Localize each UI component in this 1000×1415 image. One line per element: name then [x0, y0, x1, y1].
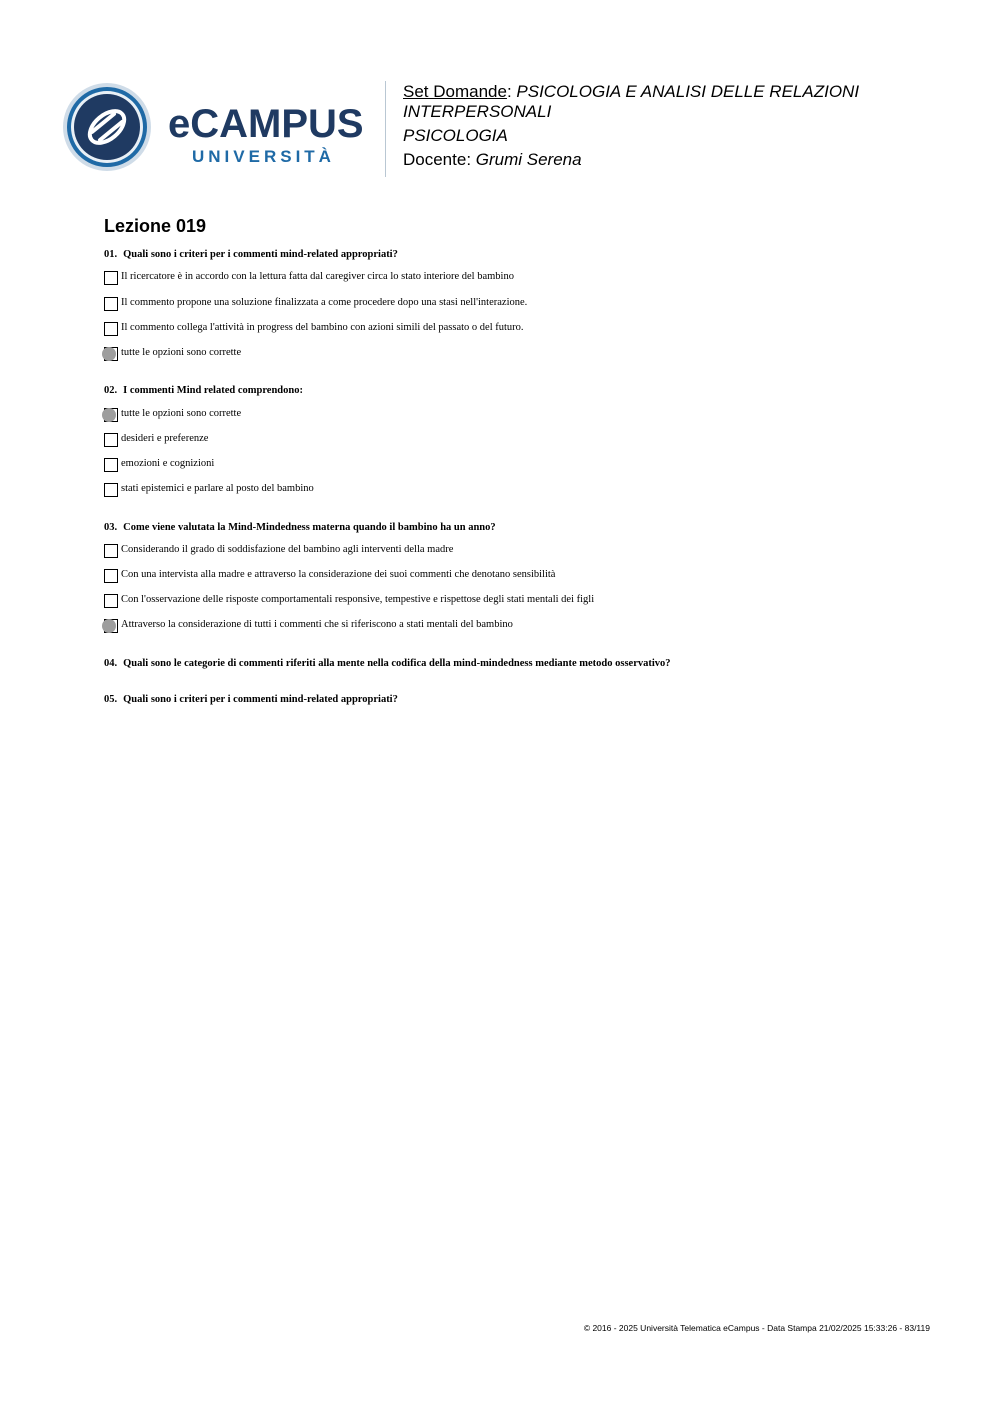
page-footer: © 2016 - 2025 Università Telematica eCampus - Data Stampa 21/02/2025 15:33:26 - 83/119 — [583, 1323, 930, 1333]
question-number: 02. — [104, 385, 118, 396]
answer-text: stati epistemici e parlare al posto del bambino — [121, 483, 314, 494]
logo-subtitle: UNIVERSITÀ — [192, 147, 335, 166]
subject: PSICOLOGIA — [403, 126, 508, 145]
question-04 — [104, 658, 944, 670]
teacher-name: Grumi Serena — [475, 150, 582, 169]
header-info — [403, 82, 963, 170]
answer-text: emozioni e cognizioni — [121, 458, 215, 469]
set-separator: : — [506, 82, 517, 101]
checkbox[interactable] — [104, 569, 118, 583]
checkbox[interactable] — [104, 433, 118, 447]
checkbox-marked[interactable] — [104, 408, 118, 422]
question-05 — [104, 694, 944, 706]
set-title-line1: PSICOLOGIA E ANALISI DELLE RELAZIONI — [516, 82, 860, 101]
logo-wordmark: eCAMPUS — [168, 102, 364, 146]
answer-text: Il commento propone una soluzione finalizzata a come procedere dopo una stasi nell'interazione. — [121, 297, 528, 308]
question-title — [104, 658, 944, 670]
ecampus-seal-icon — [62, 82, 152, 172]
question-02 — [104, 385, 944, 494]
checkbox[interactable] — [104, 458, 118, 472]
subject-line — [403, 126, 963, 146]
set-title-continuation — [403, 102, 963, 122]
set-title-line — [403, 82, 963, 102]
checkbox[interactable] — [104, 297, 118, 311]
answer-text: Con l'osservazione delle risposte comportamentali responsive, tempestive e rispettose degli stati mentali dei figli — [121, 594, 595, 605]
question-01 — [104, 249, 944, 358]
question-title — [104, 385, 944, 397]
teacher-line — [403, 150, 963, 170]
checkbox[interactable] — [104, 271, 118, 285]
question-03 — [104, 522, 944, 630]
question-title — [104, 522, 944, 534]
answer-text: Il commento collega l'attività in progress del bambino con azioni simili del passato o del futuro. — [121, 322, 524, 333]
answer-text: tutte le opzioni sono corrette — [121, 347, 242, 358]
ecampus-logo — [62, 82, 372, 174]
question-text: I commenti Mind related comprendono: — [123, 385, 303, 396]
question-text: Come viene valutata la Mind-Mindedness materna quando il bambino ha un anno? — [123, 522, 496, 533]
answer-text: Con una intervista alla madre e attraverso la considerazione dei suoi commenti che denotano sensibilità — [121, 569, 556, 580]
question-number: 05. — [104, 694, 118, 705]
header-divider — [385, 81, 386, 177]
checkbox[interactable] — [104, 544, 118, 558]
checkbox[interactable] — [104, 322, 118, 336]
teacher-label: Docente: — [403, 150, 476, 169]
question-text: Quali sono i criteri per i commenti mind-related appropriati? — [123, 249, 398, 260]
question-title — [104, 694, 944, 706]
answer-text: tutte le opzioni sono corrette — [121, 408, 242, 419]
question-text: Quali sono i criteri per i commenti mind-related appropriati? — [123, 694, 398, 705]
lesson-title: Lezione 019 — [104, 216, 207, 236]
question-title — [104, 249, 944, 261]
checkbox[interactable] — [104, 483, 118, 497]
question-number: 01. — [104, 249, 118, 260]
answer-text: Attraverso la considerazione di tutti i commenti che si riferiscono a stati mentali del bambino — [121, 619, 513, 630]
question-text: Quali sono le categorie di commenti riferiti alla mente nella codifica della mind-mindedness mediante metodo osservativo? — [123, 658, 671, 669]
question-number: 03. — [104, 522, 118, 533]
answer-text: desideri e preferenze — [121, 433, 209, 444]
answer-text: Considerando il grado di soddisfazione del bambino agli interventi della madre — [121, 544, 454, 555]
question-number: 04. — [104, 658, 118, 669]
checkbox-marked[interactable] — [104, 347, 118, 361]
answer-text: Il ricercatore è in accordo con la lettura fatta dal caregiver circa lo stato interiore del bambino — [121, 271, 514, 282]
checkbox[interactable] — [104, 594, 118, 608]
set-label: Set Domande — [403, 82, 507, 101]
checkbox-marked[interactable] — [104, 619, 118, 633]
set-title-line2: INTERPERSONALI — [403, 102, 552, 121]
